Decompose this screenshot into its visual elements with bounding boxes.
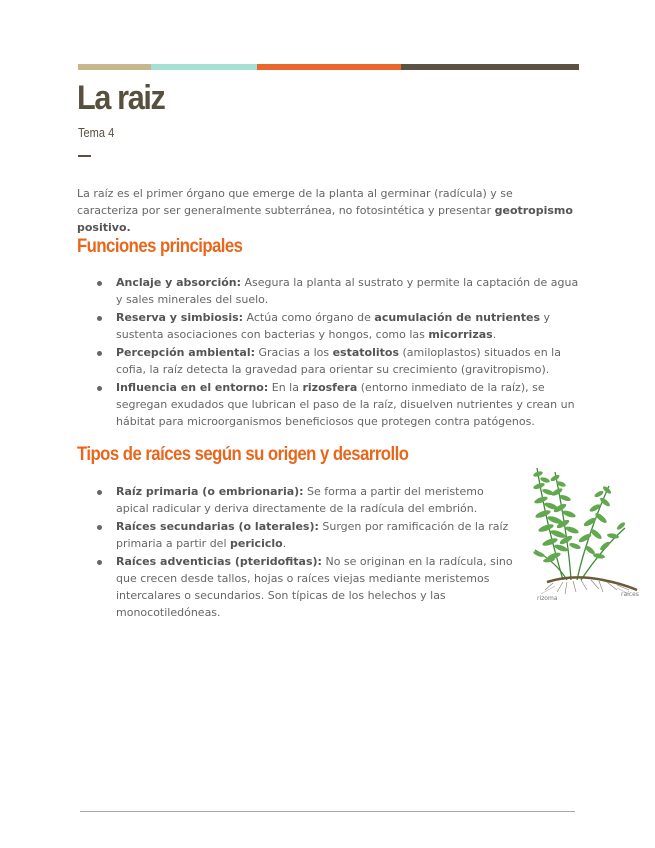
list-item: Anclaje y absorción: Asegura la planta al sustrato y permite la captación de agua y sales minerales del suelo. bbox=[97, 274, 579, 308]
list-item: Raíz primaria (o embrionaria): Se forma a partir del meristemo apical radicular y deriva directamente de la radícula del embrión. bbox=[97, 483, 515, 517]
bullet-icon bbox=[97, 316, 102, 321]
section-heading-funciones: Funciones principales bbox=[77, 236, 243, 257]
bullet-icon bbox=[97, 386, 102, 391]
list-item: Percepción ambiental: Gracias a los estatolitos (amiloplastos) situados en la cofia, la raíz detecta la gravedad para orientar su crecimiento (gravitropismo). bbox=[97, 344, 579, 378]
funciones-list bbox=[97, 274, 579, 431]
bullet-icon bbox=[97, 281, 102, 286]
fern-label-raices: raíces bbox=[621, 591, 639, 598]
title-divider bbox=[78, 155, 91, 157]
fern-label-rizoma: rizoma bbox=[537, 595, 558, 602]
header-color-stripe bbox=[78, 64, 579, 70]
footer-divider bbox=[80, 811, 575, 812]
list-item: Influencia en el entorno: En la rizosfera (entorno inmediato de la raíz), se segregan exudados que lubrican el paso de la raíz, disuelven nutrientes y crean un hábitat para microorganismos beneficiosos que protegen contra patógenos. bbox=[97, 379, 579, 430]
list-item: Raíces adventicias (pteridofitas): No se originan en la radícula, sino que crecen desde tallos, hojas o raíces viejas mediante meristemos intercalares o secundarios. Son típicas de los helechos y las monocotiledóneas. bbox=[97, 553, 515, 621]
stripe-segment-orange bbox=[257, 64, 401, 70]
list-item: Reserva y simbiosis: Actúa como órgano de acumulación de nutrientes y sustenta asociaciones con bacterias y hongos, como las micorrizas. bbox=[97, 309, 579, 343]
intro-paragraph: La raíz es el primer órgano que emerge de la planta al germinar (radícula) y se caracteriza por ser generalmente subterránea, no fotosintética y presentar geotropismo positivo. bbox=[77, 187, 573, 234]
stripe-segment-tan bbox=[78, 64, 151, 70]
section-heading-tipos: Tipos de raíces según su origen y desarrollo bbox=[77, 444, 409, 465]
stripe-segment-brown bbox=[401, 64, 579, 70]
stripe-segment-teal bbox=[151, 64, 257, 70]
page-subtitle: Tema 4 bbox=[78, 125, 115, 140]
page-title: La raiz bbox=[77, 79, 165, 117]
bullet-icon bbox=[97, 490, 102, 495]
bullet-icon bbox=[97, 560, 102, 565]
list-item: Raíces secundarias (o laterales): Surgen por ramificación de la raíz primaria a partir del periciclo. bbox=[97, 518, 515, 552]
fern-illustration-icon bbox=[533, 462, 641, 602]
tipos-list bbox=[97, 483, 515, 622]
bullet-icon bbox=[97, 525, 102, 530]
bullet-icon bbox=[97, 351, 102, 356]
